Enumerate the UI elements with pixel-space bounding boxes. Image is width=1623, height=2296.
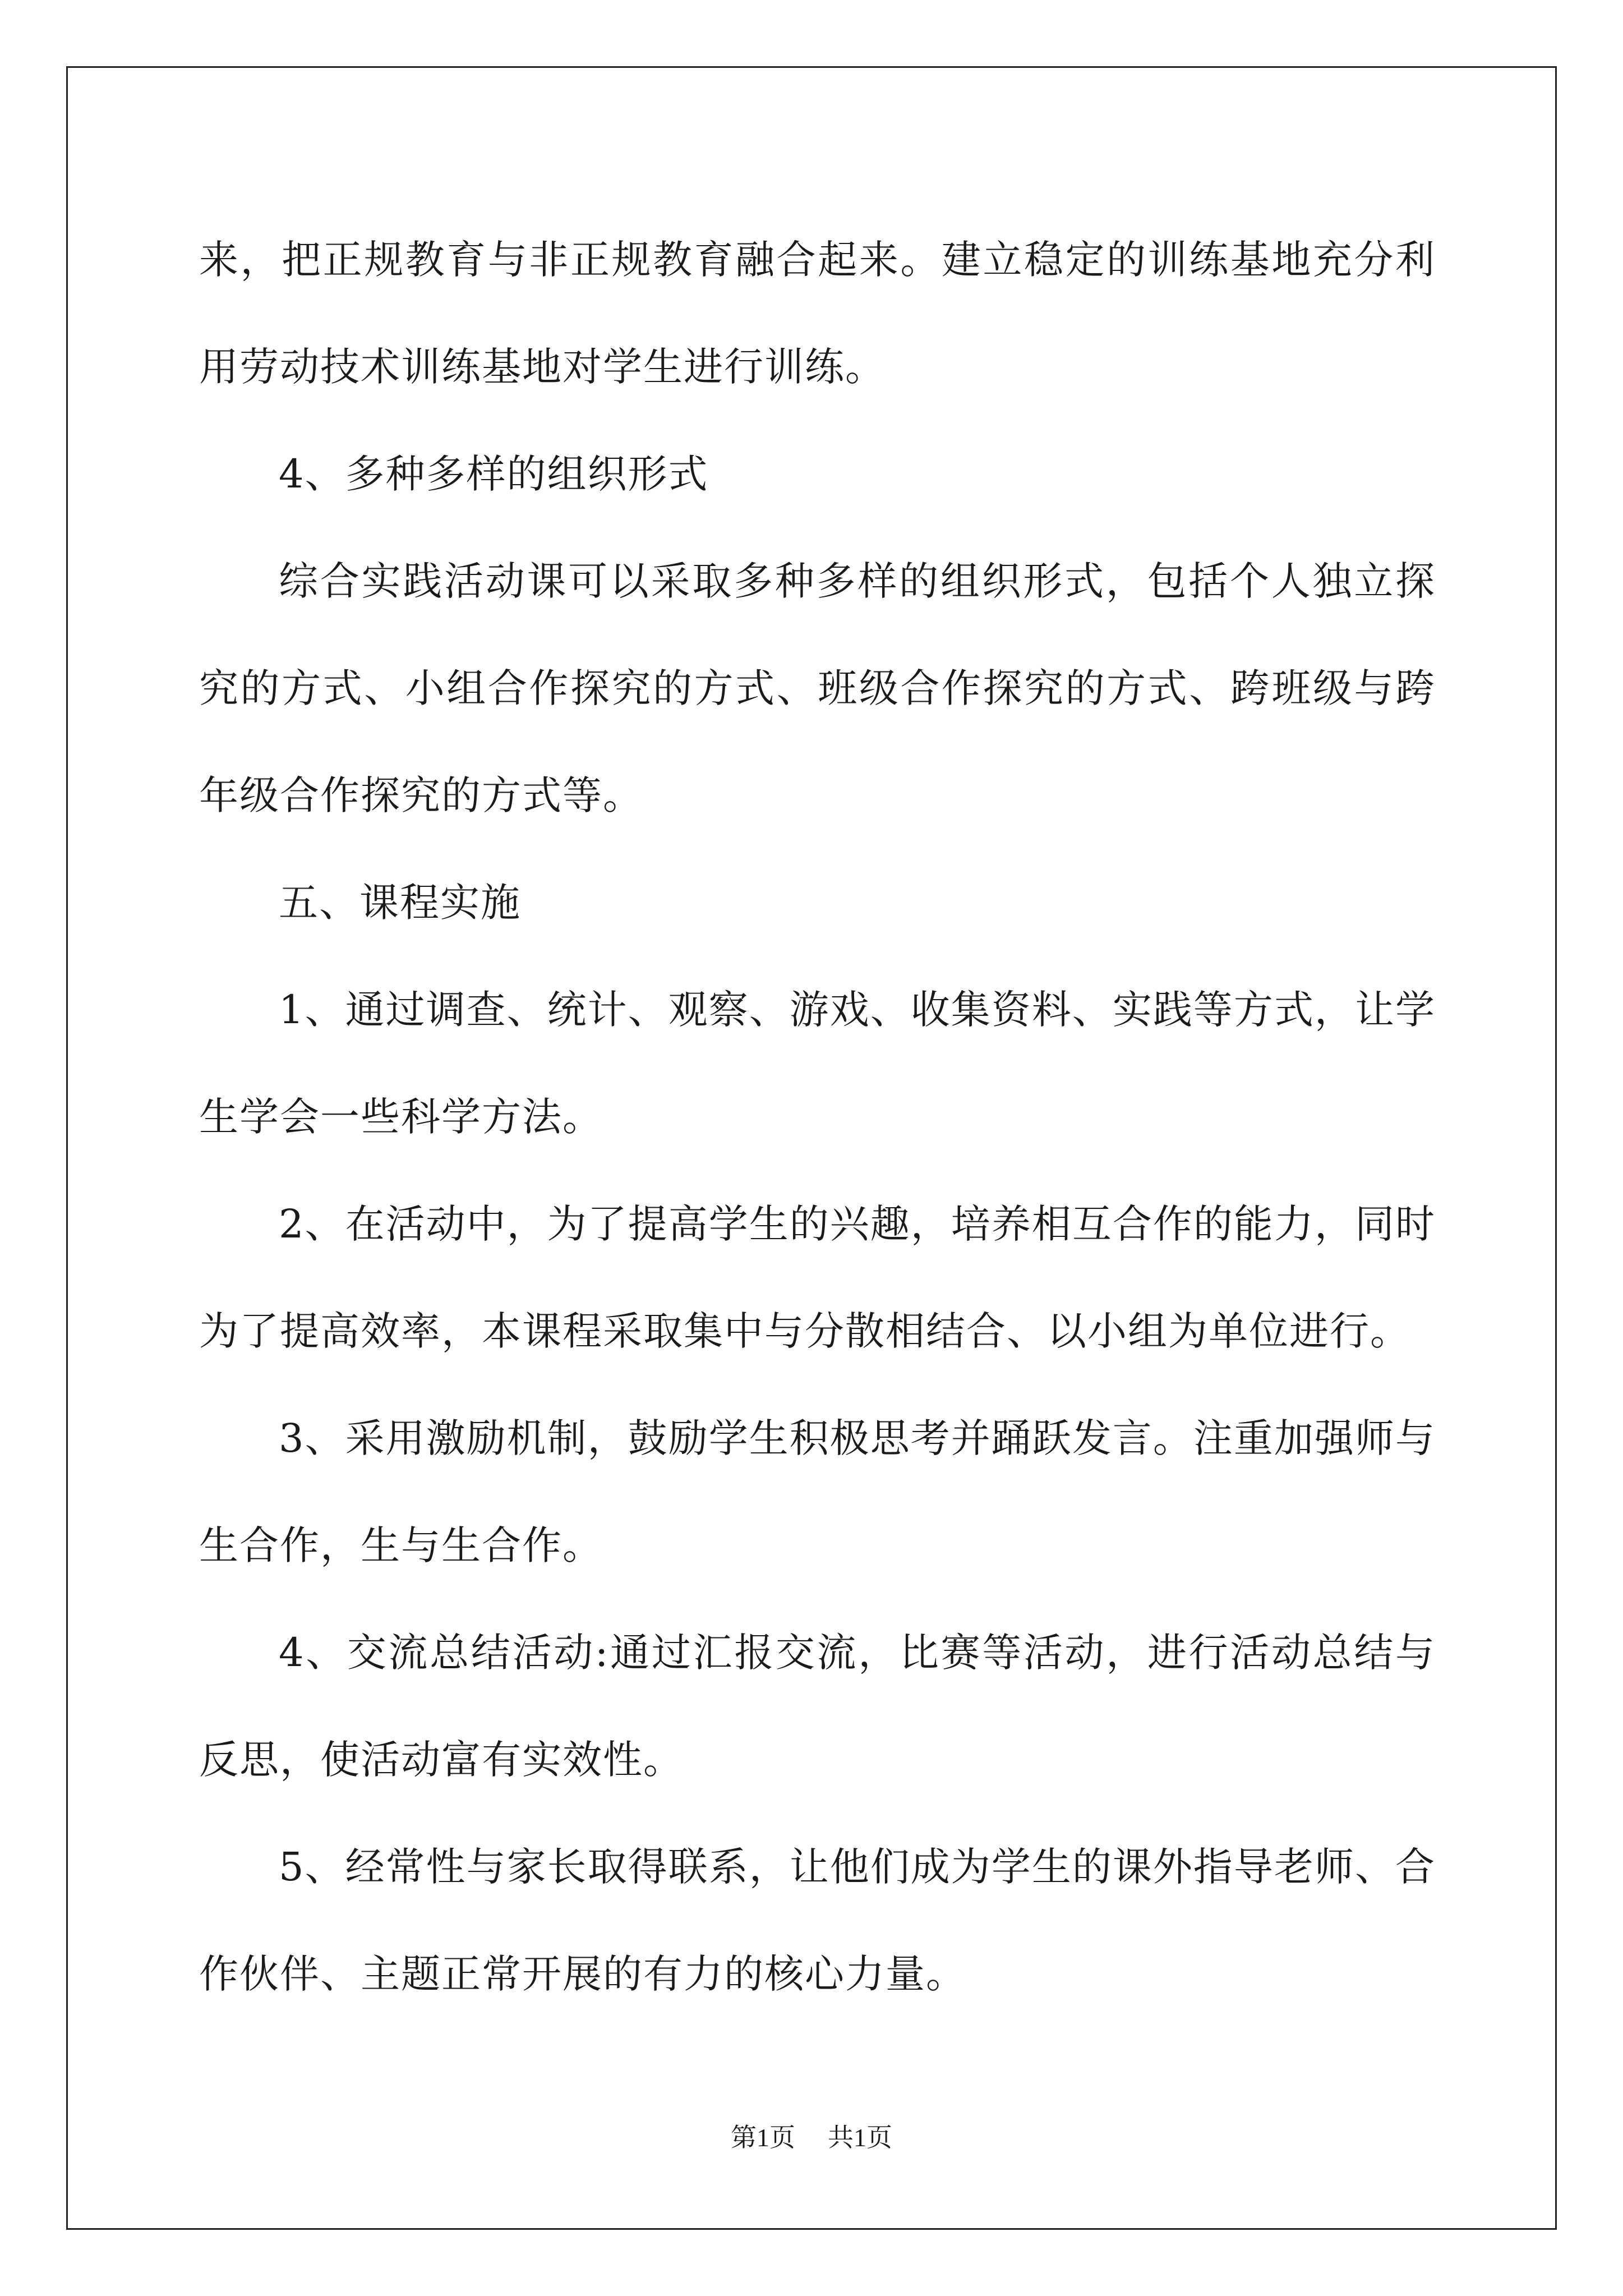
document-body — [199, 206, 1436, 2028]
page-number: 第1页 — [731, 2123, 795, 2152]
section-heading-course-implementation: 五、课程实施 — [279, 880, 521, 926]
paragraph-item-3: 3、采用激励机制，鼓励学生积极思考并踊跃发言。注重加强师与生合作，生与生合作。 — [199, 1415, 1436, 1568]
paragraph-item-4: 4、交流总结活动:通过汇报交流，比赛等活动，进行活动总结与反思，使活动富有实效性。 — [199, 1630, 1436, 1783]
paragraph-organization-forms: 综合实践活动课可以采取多种多样的组织形式，包括个人独立探究的方式、小组合作探究的方式、班级合作探究的方式、跨班级与跨年级合作探究的方式等。 — [199, 558, 1436, 818]
page-footer — [0, 2121, 1623, 2155]
paragraph-item-2: 2、在活动中，为了提高学生的兴趣，培养相互合作的能力，同时为了提高效率，本课程采取集中与分散相结合、以小组为单位进行。 — [199, 1201, 1436, 1354]
section-heading-organization-forms: 4、多种多样的组织形式 — [279, 451, 709, 497]
paragraph-item-5: 5、经常性与家长取得联系，让他们成为学生的课外指导老师、合作伙伴、主题正常开展的有力的核心力量。 — [199, 1844, 1436, 1997]
paragraph-item-1: 1、通过调查、统计、观察、游戏、收集资料、实践等方式，让学生学会一些科学方法。 — [199, 987, 1436, 1140]
paragraph-continuation: 来，把正规教育与非正规教育融合起来。建立稳定的训练基地充分利用劳动技术训练基地对学生进行训练。 — [199, 237, 1436, 390]
page-total: 共1页 — [828, 2123, 892, 2152]
